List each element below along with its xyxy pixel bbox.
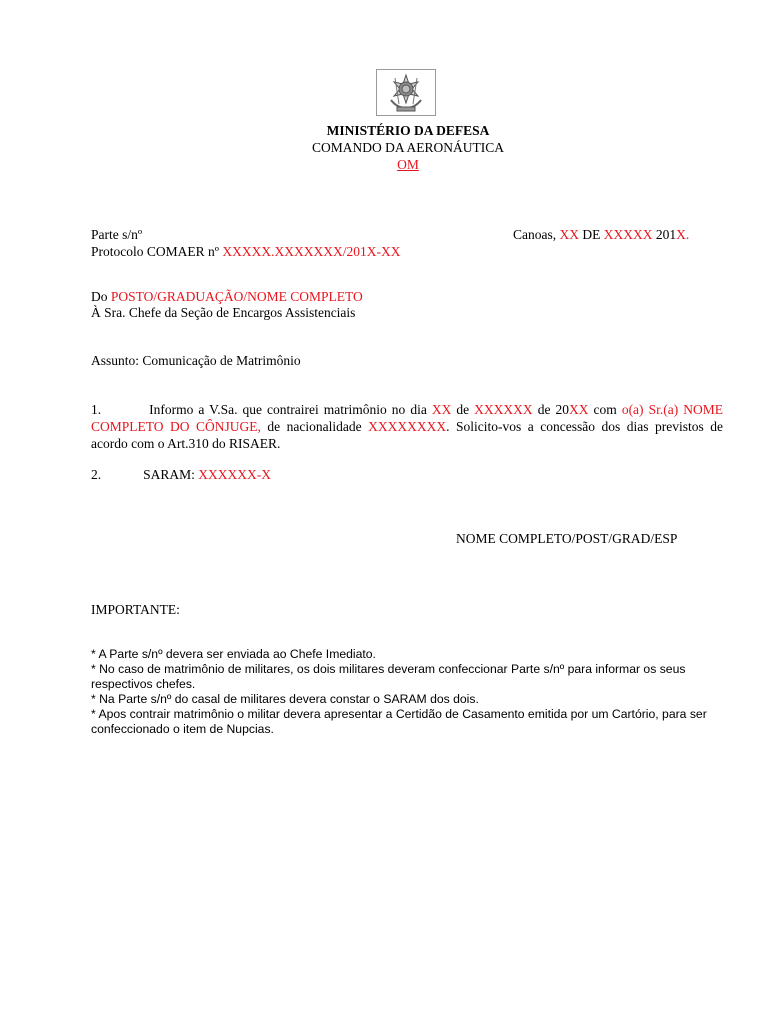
wedding-month: XXXXXX <box>474 402 533 417</box>
important-notes <box>91 647 731 737</box>
protocol-line <box>91 244 400 260</box>
saram-value: XXXXXX-X <box>198 467 272 482</box>
protocol-number: XXXXX.XXXXXXX/201X-XX <box>222 244 401 259</box>
paragraph-2-number: 2. <box>91 467 102 482</box>
date-location: Canoas, <box>513 227 560 242</box>
wedding-year: XX <box>568 402 589 417</box>
important-title: IMPORTANTE: <box>91 602 180 617</box>
note-item: * No caso de matrimônio de militares, os dois militares deveram confeccionar Parte s/nº para informar os seus respectivos chefes. <box>91 662 686 691</box>
command-title: COMANDO DA AERONÁUTICA <box>311 140 504 155</box>
wedding-day: XX <box>431 402 452 417</box>
ministry-title: MINISTÉRIO DA DEFESA <box>326 123 490 138</box>
note-item: * Na Parte s/nº do casal de militares devera constar o SARAM dos dois. <box>91 692 479 706</box>
spouse-name: o(a) Sr.(a) NOME COMPLETO DO CÔNJUGE, <box>91 402 723 434</box>
paragraph-2 <box>91 467 271 483</box>
date-month: XXXXX <box>603 227 653 242</box>
date-line <box>513 227 689 243</box>
spouse-nationality: XXXXXXXX <box>368 419 447 434</box>
coat-of-arms-icon <box>376 69 436 116</box>
from-line <box>91 289 363 305</box>
note-item: * Apos contrair matrimônio o militar devera apresentar a Certidão de Casamento emitida por um Cartório, para ser confeccionado o item de Nupcias. <box>91 707 707 736</box>
unit-placeholder: OM <box>397 157 419 172</box>
to-line: À Sra. Chefe da Seção de Encargos Assistenciais <box>91 305 356 320</box>
from-value: POSTO/GRADUAÇÃO/NOME COMPLETO <box>110 289 363 304</box>
date-year-prefix: 201 <box>652 227 677 242</box>
parte-label: Parte s/nº <box>91 227 143 242</box>
subject-line: Assunto: Comunicação de Matrimônio <box>91 353 301 368</box>
from-prefix: Do <box>91 289 111 304</box>
signature-line: NOME COMPLETO/POST/GRAD/ESP <box>456 531 678 546</box>
paragraph-1-number: 1. <box>91 402 102 417</box>
protocol-label: Protocolo COMAER nº <box>91 244 223 259</box>
date-year-suffix: X <box>676 227 686 242</box>
date-day: XX <box>559 227 579 242</box>
date-period: . <box>685 227 690 242</box>
paragraph-1: 1. Informo a V.Sa. que contrairei matrimônio no dia XX de XXXXXX de 20XX com o(a) Sr.(a) NOME COMPLETO DO CÔNJUGE, de nacionalidade XXXXXXXX. Solicito-vos a concessão dos dias previstos de acordo com o Art.310 do RISAER. <box>91 402 723 451</box>
date-de: DE <box>579 227 604 242</box>
note-item: * A Parte s/nº devera ser enviada ao Chefe Imediato. <box>91 647 376 661</box>
saram-label: SARAM: <box>143 467 199 482</box>
